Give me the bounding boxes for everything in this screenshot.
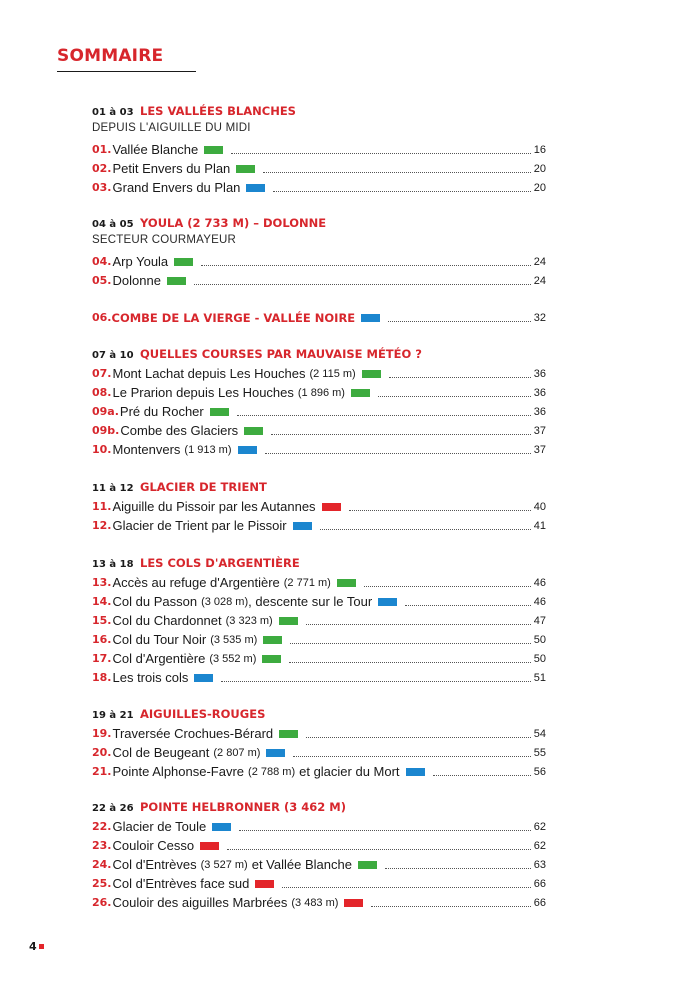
page-number: 36 [533, 386, 546, 399]
section-title: POINTE HELBRONNER (3 462 M) [140, 800, 346, 814]
difficulty-blue-marker [194, 674, 213, 682]
difficulty-blue-marker [266, 749, 285, 757]
entry-name: Pointe Alphonse-Favre [112, 764, 245, 779]
difficulty-green-marker [279, 730, 298, 738]
entry-number: 26. [92, 896, 112, 909]
difficulty-green-marker [204, 146, 223, 154]
section-title: QUELLES COURSES PAR MAUVAISE MÉTÉO ? [140, 347, 422, 361]
entry-number: 02. [92, 162, 112, 175]
toc-entry[interactable] [92, 271, 546, 290]
toc-entry[interactable] [92, 140, 546, 159]
toc-entry[interactable] [92, 893, 546, 912]
entry-altitude: (2 788 m) [248, 765, 296, 778]
toc-entry[interactable] [92, 762, 546, 781]
dot-leader [263, 172, 530, 173]
toc-entry[interactable] [92, 364, 546, 383]
entry-name: Aiguille du Pissoir par les Autannes [112, 499, 316, 514]
page-number: 32 [533, 311, 546, 324]
toc-entry[interactable] [92, 592, 546, 611]
dot-leader [388, 321, 531, 322]
difficulty-green-marker [279, 617, 298, 625]
toc-entry[interactable] [92, 159, 546, 178]
dot-leader [231, 153, 530, 154]
page-number: 55 [533, 746, 546, 759]
section-range: 22 à 26 [92, 803, 134, 814]
toc-entry[interactable] [92, 497, 546, 516]
entry-name: Grand Envers du Plan [112, 180, 241, 195]
page-number: 24 [533, 255, 546, 268]
section-subtitle: SECTEUR COURMAYEUR [92, 234, 236, 246]
entry-name: Glacier de Toule [112, 819, 207, 834]
difficulty-blue-marker [238, 446, 257, 454]
toc-entry[interactable] [92, 573, 546, 592]
section-header [92, 103, 546, 119]
entry-number: 09a. [92, 405, 119, 418]
difficulty-green-marker [174, 258, 193, 266]
page-number: 36 [533, 405, 546, 418]
entry-number: 06. [92, 311, 112, 324]
dot-leader [290, 643, 530, 644]
section-subtitle: DEPUIS L'AIGUILLE DU MIDI [92, 122, 251, 134]
entry-number: 25. [92, 877, 112, 890]
page-number: 20 [533, 181, 546, 194]
difficulty-red-marker [200, 842, 219, 850]
entry-altitude: (3 323 m) [225, 614, 273, 627]
difficulty-green-marker [244, 427, 263, 435]
toc-entry[interactable] [92, 440, 546, 459]
page-number: 66 [533, 877, 546, 890]
toc-entry[interactable] [92, 874, 546, 893]
page-number: 36 [533, 367, 546, 380]
entry-number: 15. [92, 614, 112, 627]
entry-name-suffix: et glacier du Mort [299, 764, 400, 779]
section-range: 11 à 12 [92, 483, 134, 494]
entry-name: Col d'Entrèves face sud [112, 876, 250, 891]
entry-number: 12. [92, 519, 112, 532]
entry-number: 14. [92, 595, 112, 608]
entry-altitude: (3 028 m) [201, 595, 249, 608]
entry-number: 01. [92, 143, 112, 156]
entry-name: Col du Chardonnet [112, 613, 222, 628]
section-header [92, 555, 546, 571]
entry-name: Col d'Entrèves [112, 857, 197, 872]
entry-altitude: (1 913 m) [184, 443, 232, 456]
entry-name: Petit Envers du Plan [112, 161, 231, 176]
difficulty-red-marker [255, 880, 274, 888]
page-number: 16 [533, 143, 546, 156]
page-number: 62 [533, 839, 546, 852]
toc-entry[interactable] [92, 611, 546, 630]
entry-name: Dolonne [112, 273, 161, 288]
entry-number: 24. [92, 858, 112, 871]
entry-number: 19. [92, 727, 112, 740]
entry-name: Pré du Rocher [119, 404, 204, 419]
section-title: YOULA (2 733 M) – DOLONNE [140, 216, 327, 230]
dot-leader [320, 529, 531, 530]
toc-entry[interactable] [92, 817, 546, 836]
page-number: 37 [533, 424, 546, 437]
entry-number: 13. [92, 576, 112, 589]
toc-entry[interactable] [92, 668, 546, 687]
dot-leader [385, 868, 531, 869]
entry-altitude: (3 483 m) [291, 896, 339, 909]
entry-number: 03. [92, 181, 112, 194]
page-number: 51 [533, 671, 546, 684]
entry-name: Col de Beugeant [112, 745, 210, 760]
page-number: 50 [533, 633, 546, 646]
dot-leader [273, 191, 530, 192]
dot-leader [265, 453, 531, 454]
footer-square-marker [39, 944, 44, 949]
page-number: 47 [533, 614, 546, 627]
difficulty-green-marker [236, 165, 255, 173]
dot-leader [293, 756, 530, 757]
toc-entry[interactable] [92, 421, 546, 440]
dot-leader [405, 605, 531, 606]
entry-altitude: (2 807 m) [213, 746, 261, 759]
dot-leader [289, 662, 530, 663]
toc-entry[interactable] [92, 178, 546, 197]
entry-name: Couloir des aiguilles Marbrées [112, 895, 288, 910]
difficulty-blue-marker [212, 823, 231, 831]
section-range: 07 à 10 [92, 350, 134, 361]
entry-number: 08. [92, 386, 112, 399]
page-footer [29, 940, 44, 953]
difficulty-green-marker [351, 389, 370, 397]
section-title: GLACIER DE TRIENT [140, 480, 267, 494]
difficulty-green-marker [358, 861, 377, 869]
entry-altitude: (2 771 m) [283, 576, 331, 589]
entry-name: Mont Lachat depuis Les Houches [112, 366, 306, 381]
difficulty-blue-marker [361, 314, 380, 322]
page-number: 63 [533, 858, 546, 871]
section-header [92, 706, 546, 722]
section-range: 04 à 05 [92, 219, 134, 230]
page-title: SOMMAIRE [57, 46, 164, 66]
dot-leader [282, 887, 530, 888]
section-range: 19 à 21 [92, 710, 134, 721]
difficulty-blue-marker [293, 522, 312, 530]
entry-name: Les trois cols [112, 670, 189, 685]
entry-name: Accès au refuge d'Argentière [112, 575, 280, 590]
entry-altitude: (3 535 m) [210, 633, 258, 646]
dot-leader [433, 775, 531, 776]
page-number: 4 [29, 940, 37, 953]
dot-leader [221, 681, 530, 682]
entry-number: 10. [92, 443, 112, 456]
entry-number: 16. [92, 633, 112, 646]
section-header [92, 799, 546, 815]
dot-leader [227, 849, 531, 850]
entry-name: Arp Youla [112, 254, 169, 269]
toc-entry[interactable] [92, 516, 546, 535]
difficulty-green-marker [210, 408, 229, 416]
entry-name: Col du Passon [112, 594, 198, 609]
page-number: 56 [533, 765, 546, 778]
section-title: LES VALLÉES BLANCHES [140, 104, 296, 118]
toc-entry[interactable] [92, 836, 546, 855]
entry-altitude: (1 896 m) [297, 386, 345, 399]
difficulty-green-marker [263, 636, 282, 644]
title-underline [57, 71, 196, 72]
section-range: 13 à 18 [92, 559, 134, 570]
entry-name: Glacier de Trient par le Pissoir [112, 518, 287, 533]
dot-leader [378, 396, 531, 397]
toc-entry[interactable] [92, 252, 546, 271]
entry-name: Combe des Glaciers [120, 423, 239, 438]
entry-name: Le Prarion depuis Les Houches [112, 385, 294, 400]
toc-entry[interactable] [92, 743, 546, 762]
toc-entry[interactable] [92, 402, 546, 421]
difficulty-red-marker [322, 503, 341, 511]
difficulty-blue-marker [406, 768, 425, 776]
entry-name: Montenvers [112, 442, 181, 457]
entry-number: 18. [92, 671, 112, 684]
page-number: 46 [533, 576, 546, 589]
entry-altitude: (3 552 m) [209, 652, 257, 665]
entry-number: 11. [92, 500, 112, 513]
section-title: LES COLS D'ARGENTIÈRE [140, 556, 300, 570]
toc-entry[interactable] [92, 383, 546, 402]
entry-name: Traversée Crochues-Bérard [112, 726, 274, 741]
dot-leader [237, 415, 531, 416]
entry-number: 07. [92, 367, 112, 380]
dot-leader [371, 906, 530, 907]
difficulty-blue-marker [246, 184, 265, 192]
page-number: 20 [533, 162, 546, 175]
entry-number: 23. [92, 839, 112, 852]
page-number: 46 [533, 595, 546, 608]
dot-leader [389, 377, 531, 378]
toc-entry[interactable] [92, 649, 546, 668]
entry-altitude: (3 527 m) [200, 858, 248, 871]
dot-leader [271, 434, 531, 435]
toc-entry[interactable] [92, 630, 546, 649]
difficulty-green-marker [362, 370, 381, 378]
page-number: 41 [533, 519, 546, 532]
section-title: AIGUILLES-ROUGES [140, 707, 266, 721]
entry-number: 20. [92, 746, 112, 759]
toc-entry[interactable] [92, 855, 546, 874]
entry-number: 04. [92, 255, 112, 268]
toc-section-row[interactable] [92, 308, 546, 327]
entry-number: 22. [92, 820, 112, 833]
dot-leader [239, 830, 531, 831]
page-number: 37 [533, 443, 546, 456]
entry-altitude: (2 115 m) [309, 367, 356, 380]
entry-name: Couloir Cesso [112, 838, 195, 853]
page-number: 24 [533, 274, 546, 287]
entry-name: Vallée Blanche [112, 142, 199, 157]
dot-leader [306, 737, 531, 738]
page-number: 66 [533, 896, 546, 909]
dot-leader [201, 265, 531, 266]
entry-name-suffix: , descente sur le Tour [248, 594, 373, 609]
dot-leader [349, 510, 531, 511]
difficulty-red-marker [344, 899, 363, 907]
entry-name: Col d'Argentière [112, 651, 206, 666]
entry-number: 21. [92, 765, 112, 778]
entry-name: Col du Tour Noir [112, 632, 207, 647]
section-header [92, 346, 546, 362]
section-header [92, 479, 546, 495]
page-number: 40 [533, 500, 546, 513]
section-range: 01 à 03 [92, 107, 134, 118]
dot-leader [306, 624, 531, 625]
difficulty-blue-marker [378, 598, 397, 606]
section-title: COMBE DE LA VIERGE - VALLÉE NOIRE [111, 310, 356, 325]
entry-number: 17. [92, 652, 112, 665]
dot-leader [364, 586, 531, 587]
page-number: 62 [533, 820, 546, 833]
difficulty-green-marker [167, 277, 186, 285]
entry-name-suffix: et Vallée Blanche [251, 857, 352, 872]
difficulty-green-marker [337, 579, 356, 587]
page-number: 50 [533, 652, 546, 665]
difficulty-green-marker [262, 655, 281, 663]
toc-entry[interactable] [92, 724, 546, 743]
entry-number: 05. [92, 274, 112, 287]
dot-leader [194, 284, 531, 285]
page-number: 54 [533, 727, 546, 740]
section-header [92, 215, 546, 231]
entry-number: 09b. [92, 424, 120, 437]
